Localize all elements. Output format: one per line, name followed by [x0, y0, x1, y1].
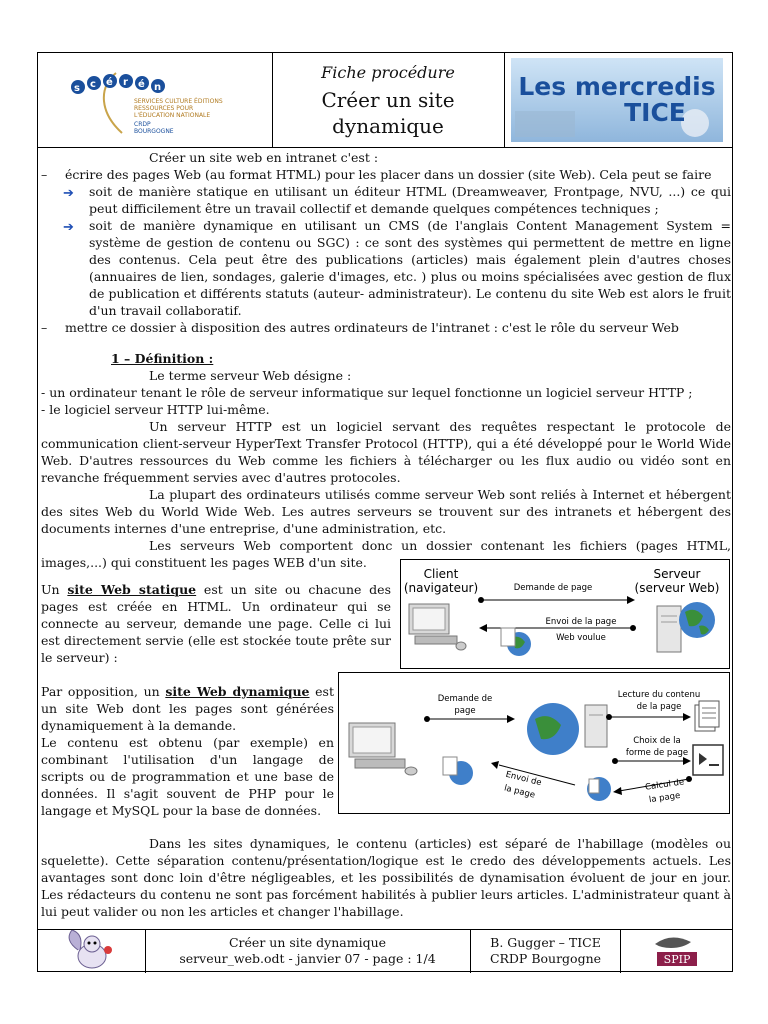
- author-cell: [471, 930, 621, 973]
- doc-info-cell: [145, 930, 471, 973]
- static-site-pre: Un: [41, 582, 68, 597]
- dynamic-site-diagram: [338, 672, 730, 814]
- banner-line-2: TICE: [624, 98, 686, 127]
- client-computer-icon: [349, 723, 417, 775]
- svg-text:c: c: [90, 79, 96, 90]
- intro-lead: Créer un site web en intranet c'est :: [149, 150, 379, 165]
- intro-subitem-1-text: soit de manière statique en utilisant un éditeur HTML (Dreamweaver, Frontpage, NVU, ...) ce qui peut difficilement être un travail collectif et demande quelques compétences techniques ;: [89, 184, 731, 216]
- svg-text:s: s: [74, 83, 80, 94]
- client-label-1: Client: [423, 567, 459, 581]
- result-globe-icon: [587, 777, 611, 801]
- spip-logo-icon: [621, 930, 732, 973]
- static-diagram-svg: [401, 560, 729, 668]
- footer-org: CRDP Bourgogne: [489, 951, 602, 966]
- page-title: [272, 87, 504, 139]
- svg-text:é: é: [138, 79, 145, 90]
- static-site-post: est un site ou chacune des pages est créée en HTML. Un ordinateur qui se connecte au serveur, demande une page. Celle ci lui est directement servie (elle est stockée toute prête sur le serveur) :: [41, 582, 391, 665]
- template-window-icon: [693, 745, 723, 775]
- dynamic-site-p2: Le contenu est obtenu (par exemple) en combinant l'utilisation d'un langage de scripts ou de programmation et une base de données. Il s'agit souvent de PHP pour le langage et MySQL pour la base de données.: [41, 735, 334, 818]
- fiche-label: Fiche procédure: [321, 63, 455, 82]
- calc-label-2: la page: [648, 790, 682, 806]
- title-line-2: dynamique: [332, 114, 444, 138]
- logo-line-2: RESSOURCES POUR: [134, 105, 194, 112]
- static-site-diagram: [400, 559, 730, 669]
- arrow-bullet-icon: ➔: [63, 220, 74, 235]
- logo-line-3: L'ÉDUCATION NATIONALE: [134, 112, 211, 119]
- svg-text:r: r: [123, 77, 128, 88]
- dynamic-site-term: site Web dynamique: [165, 684, 310, 699]
- conclusion-paragraph: Dans les sites dynamiques, le contenu (articles) est séparé de l'habillage (modèles ou squelette). Cette séparation contenu/présentation/logique est le credo des développements actuels. Les avantages sont donc loin d'être négligeables, et les possibilités de dynamisation évoluent de jour en jour. Les rédacteurs du contenu ne sont pas forcément habilités à publier leurs articles. L'administrateur quant à lui peut valider ou non les articles et changer l'habillage.: [41, 836, 731, 919]
- dynamic-site-post: est un site Web dont les pages sont générées dynamiquement à la demande.: [41, 684, 334, 733]
- server-globe-icon: [679, 602, 715, 638]
- request-label-2: page: [454, 706, 476, 716]
- spip-logo-cell: [621, 930, 732, 973]
- svg-text:n: n: [154, 82, 162, 93]
- choice-label-1: Choix de la: [633, 736, 681, 746]
- svg-text:é: é: [106, 77, 113, 88]
- footer-doc-title: Créer un site dynamique: [228, 935, 387, 950]
- read-label-2: de la page: [636, 702, 682, 712]
- document-body: [41, 149, 731, 571]
- static-site-paragraph: [41, 581, 391, 666]
- definition-p4: Un serveur HTTP est un logiciel servant des requêtes respectant le protocole de communication client-serveur HyperText Transfer Protocol (HTTP), qui a été développé pour le World Wide Web. D'autres ressources du Web comme les fichiers à télécharger ou les flux audio ou vidéo sont en revanche fréquemment servies avec d'autres protocoles.: [41, 419, 731, 485]
- intro-subitem-2-text: soit de manière dynamique en utilisant un CMS (de l'anglais Content Management System = système de gestion de contenu ou SGC) : ce sont des systèmes qui permettent de mettre en ligne des contenus. Cela peut être des publications (articles) mais également plein d'autres choses (annuaires de lien, sondages, galerie d'images, etc. ) plus ou moins spécialisées avec gestion de flux de publication et différents statuts (auteur- administrateur). Le contenu du site Web est alors le fruit d'un travail collaboratif.: [89, 218, 731, 318]
- server-tower-icon: [657, 606, 681, 652]
- client-computer-icon: [409, 604, 466, 650]
- intro-item-2: – mettre ce dossier à disposition des autres ordinateurs de l'intranet : c'est le rôle du serveur Web: [41, 319, 731, 336]
- scerén-logo-icon: [38, 53, 272, 147]
- document-stack-icon: [695, 701, 719, 731]
- response-label-1: Envoi de la page: [545, 617, 617, 627]
- mascot-cell: [38, 930, 146, 973]
- page-globe-icon: [501, 628, 531, 656]
- dynamic-diagram-svg: [339, 673, 729, 813]
- footer-table: [38, 929, 732, 973]
- definition-p5: La plupart des ordinateurs utilisés comme serveur Web sont reliés à Internet et hébergent des sites Web du World Wide Web. Les autres serveurs se trouvent sur des intranets et hébergent des documents internes d'une entreprise, d'une administration, etc.: [41, 487, 731, 536]
- definition-p3: - le logiciel serveur HTTP lui-même.: [41, 402, 270, 417]
- response-label-2: Web voulue: [556, 633, 606, 643]
- request-label: Demande de page: [513, 583, 593, 593]
- scerén-logo-cell: [38, 53, 273, 147]
- logo-line-5: BOURGOGNE: [134, 128, 174, 135]
- document-page: [37, 52, 733, 972]
- definition-heading: 1 – Définition :: [111, 351, 214, 366]
- server-globe-icon: [527, 703, 579, 755]
- mercredis-tice-banner-icon: [505, 53, 732, 147]
- server-tower-icon: [585, 705, 607, 747]
- request-label-1: Demande de: [437, 694, 493, 704]
- dynamic-site-paragraph: [41, 683, 334, 819]
- footer-author: B. Gugger – TICE: [490, 935, 601, 950]
- logo-line-1: SERVICES CULTURE ÉDITIONS: [134, 98, 223, 105]
- calc-label-1: Calcul de: [644, 777, 685, 793]
- intro-subitem-2: [41, 217, 731, 319]
- intro-item-1: – écrire des pages Web (au format HTML) pour les placer dans un dossier (site Web). Cela peut se faire: [41, 166, 731, 183]
- banner-line-1: Les mercredis: [518, 72, 716, 101]
- dynamic-site-pre: Par opposition, un: [41, 684, 166, 699]
- arrow-bullet-icon: ➔: [63, 186, 74, 201]
- footer-doc-info: serveur_web.odt - janvier 07 - page : 1/4: [179, 951, 436, 966]
- intro-subitem-1: [41, 183, 731, 217]
- squirrel-mascot-icon: [38, 930, 145, 973]
- header-table: [38, 53, 732, 148]
- page-globe-icon: [443, 757, 473, 785]
- server-label-1: Serveur: [653, 567, 701, 581]
- choice-label-2: forme de page: [625, 748, 689, 758]
- spip-label: SPIP: [663, 953, 691, 966]
- banner-cell: [505, 53, 732, 147]
- definition-p1: Le terme serveur Web désigne :: [149, 368, 352, 383]
- server-label-2: (serveur Web): [634, 581, 720, 595]
- definition-p2: - un ordinateur tenant le rôle de serveur informatique sur lequel fonctionne un logiciel serveur HTTP ;: [41, 385, 693, 400]
- send-label-1: Envoi de: [504, 769, 543, 789]
- send-label-2: la page: [502, 783, 536, 801]
- definition-p6: Les serveurs Web comportent donc un dossier contenant les fichiers (pages HTML, images,...) qui constituent les pages WEB d'un site.: [41, 538, 731, 570]
- logo-line-4: CRDP: [134, 121, 151, 128]
- title-cell: [272, 53, 505, 147]
- read-label-1: Lecture du contenu: [617, 690, 701, 700]
- title-line-1: Créer un site: [321, 88, 455, 112]
- client-label-2: (navigateur): [403, 581, 479, 595]
- static-site-term: site Web statique: [67, 582, 197, 597]
